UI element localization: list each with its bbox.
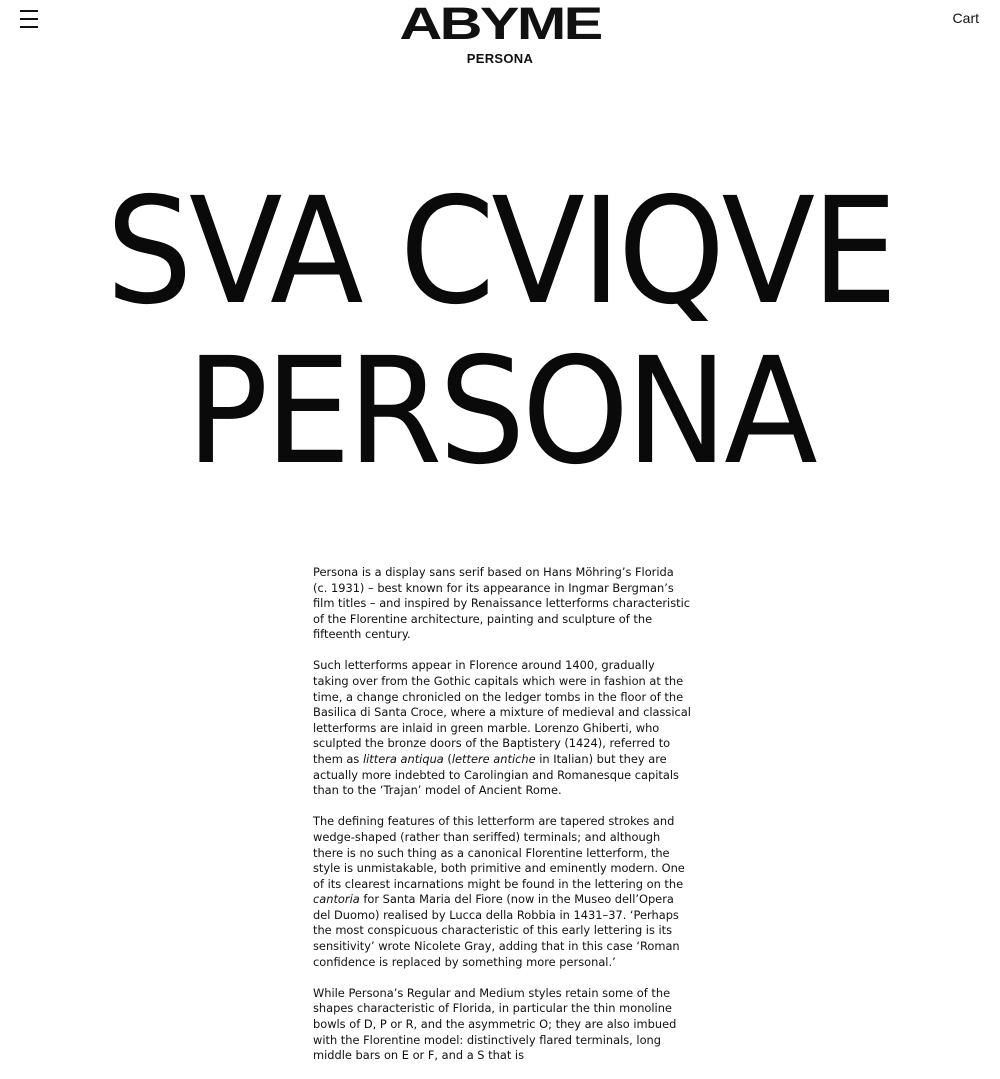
paragraph-italic: littera antiqua bbox=[362, 752, 444, 767]
paragraph-3 bbox=[313, 814, 691, 970]
paragraph-text: While Persona’s Regular and Medium styles retain some of the shapes characteristic of Florida, in particular the thin monoline bowls of D, P or R, and the asymmetric O; they are also imbued with the Florentine model: distinctively flared terminals, long middle bars on E or F, and a S that is bbox=[313, 985, 677, 1063]
paragraph-text: Such letterforms appear in Florence around 1400, gradually taking over from the Gothic capitals which were in fashion at the time, a change chronicled on the ledger tombs in the floor of the Basilica di Santa Croce, where a mixture of medieval and classical letterforms are inlaid in green marble. Lorenzo Ghiberti, who sculpted the bronze doors of the Baptistery (1424), referred to them as bbox=[313, 658, 691, 767]
paragraph-4 bbox=[313, 986, 691, 1064]
paragraph-1 bbox=[313, 565, 691, 643]
product-name: PERSONA bbox=[466, 51, 534, 66]
display-headline-line-1: SVA CVIQVE bbox=[105, 166, 895, 337]
display-headline-line-2: PERSONA bbox=[186, 326, 814, 497]
description-text bbox=[313, 565, 691, 1079]
paragraph-text: The defining features of this letterform are tapered strokes and wedge-shaped (rather than seriffed) terminals; and although there is no such thing as a canonical Florentine letterform, the style is unmistakable, both primitive and eminently modern. One of its clearest incarnations might be found in the lettering on the bbox=[313, 814, 685, 891]
paragraph-text: for Santa Maria del Fiore (now in the Museo dell’Opera del Duomo) realised by Lucca della Robbia in 1431–37. ‘Perhaps the most conspicuous characteristic of this early lettering is its sensitivity’ wrote Nicolete Gray, adding that in this case ‘Roman confidence is replaced by something more personal.’ bbox=[313, 892, 680, 969]
site-header bbox=[0, 0, 1000, 80]
paragraph-italic: cantoria bbox=[313, 892, 360, 907]
paragraph-2 bbox=[313, 658, 691, 798]
paragraph-italic: lettere antiche bbox=[451, 752, 536, 767]
paragraph-text: Persona is a display sans serif based on Hans Möhring’s Florida (c. 1931) – best known for its appearance in Ingmar Bergman’s film titles – and inspired by Renaissance letterforms characteristic of the Florentine architecture, painting and sculpture of the fifteenth century. bbox=[313, 565, 691, 642]
cart-link[interactable]: Cart bbox=[952, 10, 979, 26]
paragraph-text: ( bbox=[443, 752, 452, 767]
paragraph-text: in Italian) but they are actually more indebted to Carolingian and Romanesque capitals than to the ‘Trajan’ model of Ancient Rome. bbox=[313, 752, 679, 798]
site-logo[interactable]: ABYME bbox=[399, 0, 601, 49]
